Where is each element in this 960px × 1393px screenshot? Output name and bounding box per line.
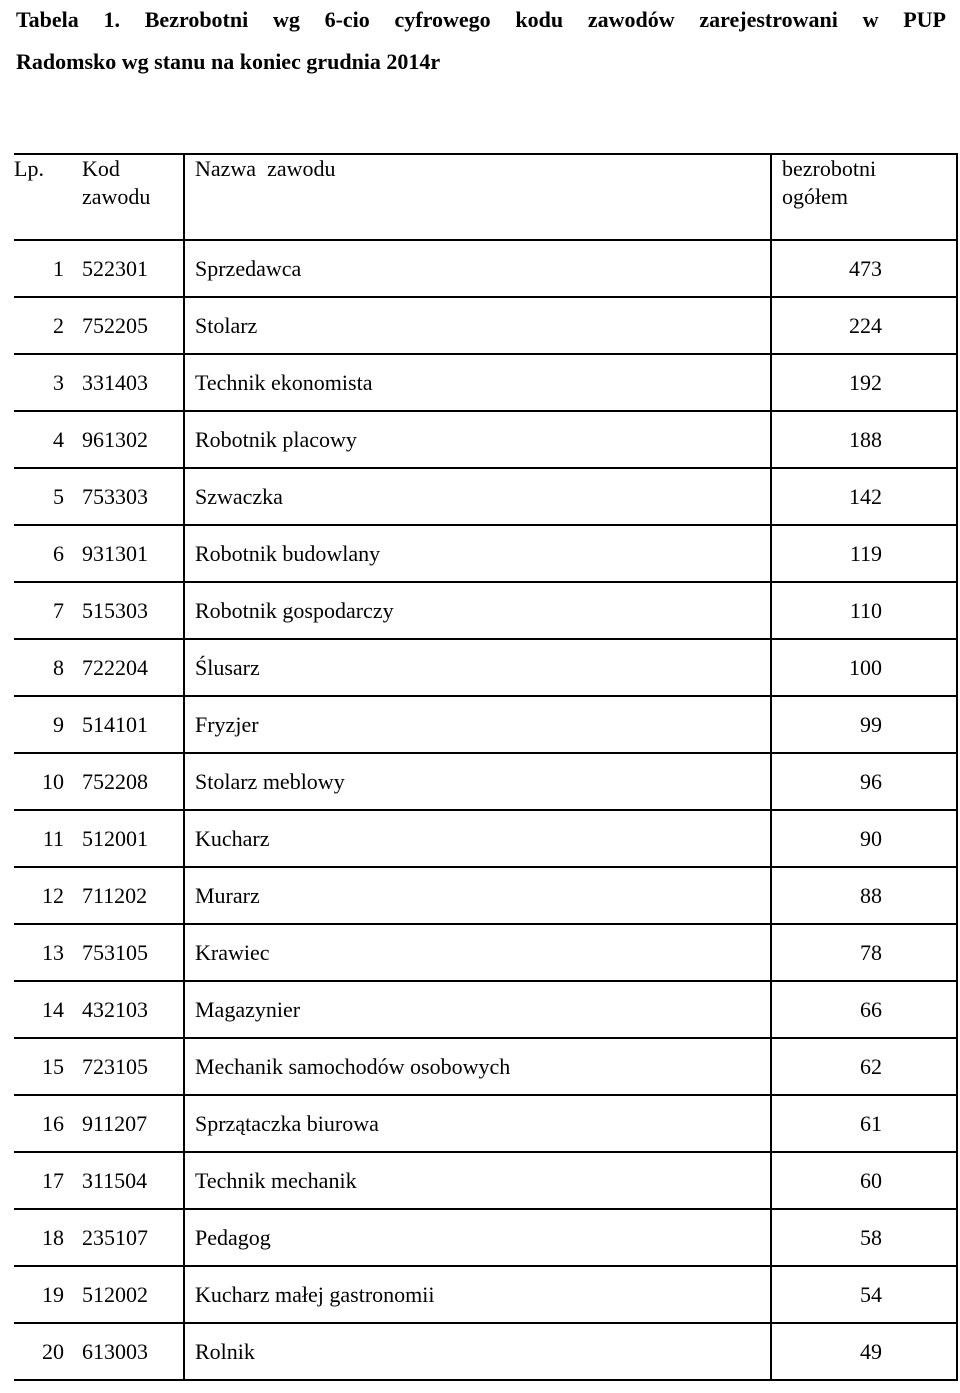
cell-count: 66 xyxy=(771,981,957,1038)
table-row xyxy=(14,468,957,525)
cell-name: Robotnik placowy xyxy=(184,411,771,468)
table-row xyxy=(14,1209,957,1266)
cell-code: 753303 xyxy=(72,468,184,525)
cell-lp: 18 xyxy=(14,1209,72,1266)
cell-count: 473 xyxy=(771,240,957,297)
cell-lp: 6 xyxy=(14,525,72,582)
cell-count: 58 xyxy=(771,1209,957,1266)
title-word: kodu xyxy=(515,7,564,32)
title-word: PUP xyxy=(903,7,946,32)
cell-lp: 10 xyxy=(14,753,72,810)
table-row xyxy=(14,696,957,753)
cell-lp: 19 xyxy=(14,1266,72,1323)
cell-lp: 20 xyxy=(14,1323,72,1380)
cell-lp: 17 xyxy=(14,1152,72,1209)
table-row xyxy=(14,753,957,810)
cell-name: Magazynier xyxy=(184,981,771,1038)
cell-name: Technik mechanik xyxy=(184,1152,771,1209)
cell-name: Kucharz xyxy=(184,810,771,867)
table-row xyxy=(14,1266,957,1323)
cell-code: 432103 xyxy=(72,981,184,1038)
cell-count: 188 xyxy=(771,411,957,468)
cell-lp: 1 xyxy=(14,240,72,297)
cell-code: 514101 xyxy=(72,696,184,753)
cell-code: 613003 xyxy=(72,1323,184,1380)
title-word: Bezrobotni xyxy=(144,7,249,32)
title-word: cyfrowego xyxy=(394,7,491,32)
header-code xyxy=(72,154,184,240)
cell-count: 110 xyxy=(771,582,957,639)
cell-count: 78 xyxy=(771,924,957,981)
cell-lp: 4 xyxy=(14,411,72,468)
cell-code: 331403 xyxy=(72,354,184,411)
cell-count: 62 xyxy=(771,1038,957,1095)
table-row xyxy=(14,1095,957,1152)
header-code-line2: zawodu xyxy=(82,184,151,209)
cell-count: 88 xyxy=(771,867,957,924)
table-row xyxy=(14,1152,957,1209)
cell-name: Murarz xyxy=(184,867,771,924)
table-row xyxy=(14,867,957,924)
cell-name: Robotnik gospodarczy xyxy=(184,582,771,639)
cell-count: 192 xyxy=(771,354,957,411)
cell-name: Kucharz małej gastronomii xyxy=(184,1266,771,1323)
cell-name: Pedagog xyxy=(184,1209,771,1266)
cell-name: Technik ekonomista xyxy=(184,354,771,411)
unemployed-by-profession-table xyxy=(14,153,958,1381)
table-row xyxy=(14,354,957,411)
cell-code: 752208 xyxy=(72,753,184,810)
cell-count: 60 xyxy=(771,1152,957,1209)
cell-code: 722204 xyxy=(72,639,184,696)
header-name: Nazwa zawodu xyxy=(184,154,771,240)
title-word: Tabela xyxy=(16,7,79,32)
cell-lp: 3 xyxy=(14,354,72,411)
title-word: 1. xyxy=(103,7,121,32)
cell-code: 753105 xyxy=(72,924,184,981)
header-count xyxy=(771,154,957,240)
table-row xyxy=(14,525,957,582)
header-code-line1: Kod xyxy=(82,156,120,181)
cell-count: 142 xyxy=(771,468,957,525)
cell-lp: 2 xyxy=(14,297,72,354)
title-word: zarejestrowani xyxy=(699,7,838,32)
table-body xyxy=(14,240,957,1380)
cell-code: 723105 xyxy=(72,1038,184,1095)
title-word: w xyxy=(862,7,879,32)
cell-lp: 13 xyxy=(14,924,72,981)
cell-code: 961302 xyxy=(72,411,184,468)
cell-name: Sprzedawca xyxy=(184,240,771,297)
table-row xyxy=(14,297,957,354)
title-word: 6-cio xyxy=(324,7,370,32)
table-row xyxy=(14,240,957,297)
table-row xyxy=(14,411,957,468)
title-line-2: Radomsko wg stanu na koniec grudnia 2014r xyxy=(16,49,441,74)
cell-code: 235107 xyxy=(72,1209,184,1266)
cell-name: Krawiec xyxy=(184,924,771,981)
cell-count: 99 xyxy=(771,696,957,753)
cell-lp: 8 xyxy=(14,639,72,696)
cell-code: 752205 xyxy=(72,297,184,354)
cell-lp: 12 xyxy=(14,867,72,924)
cell-lp: 7 xyxy=(14,582,72,639)
cell-lp: 15 xyxy=(14,1038,72,1095)
cell-code: 931301 xyxy=(72,525,184,582)
cell-name: Rolnik xyxy=(184,1323,771,1380)
title-word: zawodów xyxy=(587,7,675,32)
header-count-line2: ogółem xyxy=(782,184,848,209)
cell-code: 512001 xyxy=(72,810,184,867)
cell-count: 100 xyxy=(771,639,957,696)
cell-name: Mechanik samochodów osobowych xyxy=(184,1038,771,1095)
table-row xyxy=(14,924,957,981)
table-header-row xyxy=(14,154,957,240)
cell-lp: 14 xyxy=(14,981,72,1038)
cell-name: Stolarz meblowy xyxy=(184,753,771,810)
cell-count: 54 xyxy=(771,1266,957,1323)
cell-code: 512002 xyxy=(72,1266,184,1323)
cell-lp: 9 xyxy=(14,696,72,753)
table-row xyxy=(14,1038,957,1095)
cell-count: 61 xyxy=(771,1095,957,1152)
table-row xyxy=(14,981,957,1038)
cell-count: 96 xyxy=(771,753,957,810)
table-row xyxy=(14,639,957,696)
table-row xyxy=(14,1323,957,1380)
cell-lp: 5 xyxy=(14,468,72,525)
table-row xyxy=(14,810,957,867)
cell-code: 911207 xyxy=(72,1095,184,1152)
cell-lp: 16 xyxy=(14,1095,72,1152)
cell-name: Stolarz xyxy=(184,297,771,354)
title-word: wg xyxy=(272,7,300,32)
cell-count: 119 xyxy=(771,525,957,582)
document-title xyxy=(16,0,946,82)
cell-count: 224 xyxy=(771,297,957,354)
cell-count: 90 xyxy=(771,810,957,867)
cell-name: Szwaczka xyxy=(184,468,771,525)
cell-code: 311504 xyxy=(72,1152,184,1209)
cell-code: 522301 xyxy=(72,240,184,297)
cell-code: 711202 xyxy=(72,867,184,924)
cell-code: 515303 xyxy=(72,582,184,639)
table-row xyxy=(14,582,957,639)
header-count-line1: bezrobotni xyxy=(782,156,877,181)
cell-count: 49 xyxy=(771,1323,957,1380)
cell-lp: 11 xyxy=(14,810,72,867)
cell-name: Ślusarz xyxy=(184,639,771,696)
cell-name: Fryzjer xyxy=(184,696,771,753)
header-lp: Lp. xyxy=(14,154,72,240)
cell-name: Robotnik budowlany xyxy=(184,525,771,582)
cell-name: Sprzątaczka biurowa xyxy=(184,1095,771,1152)
title-line-1 xyxy=(16,0,946,40)
